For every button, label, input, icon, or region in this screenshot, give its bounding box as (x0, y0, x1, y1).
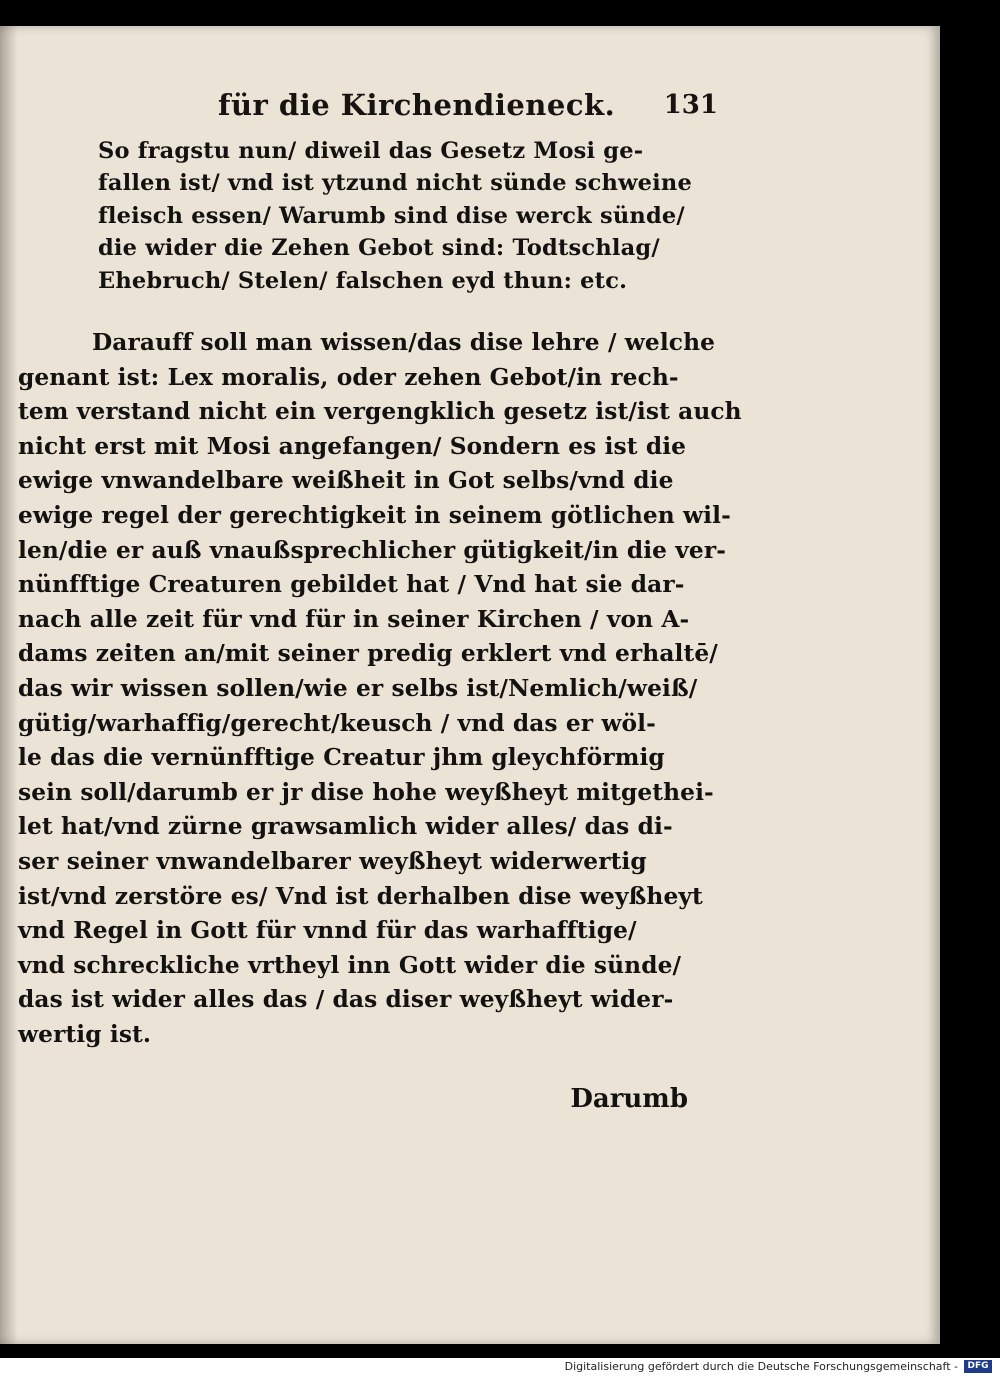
page-header (218, 88, 718, 128)
text-line: fleisch essen/ Warumb sind dise werck sünde/ (98, 202, 685, 229)
text-line: tem verstand nicht ein vergengklich gesetz ist/ist auch (18, 398, 742, 426)
footer-bar (0, 1358, 1000, 1376)
question-paragraph (98, 135, 692, 297)
catchword: Darumb (570, 1084, 688, 1114)
text-line: genant ist: Lex moralis, oder zehen Gebot/in rech- (18, 363, 679, 391)
text-line: ewige regel der gerechtigkeit in seinem götlichen wil- (18, 501, 731, 529)
text-line: ser seiner vnwandelbarer weyßheyt widerwertig (18, 847, 647, 875)
dfg-logo: DFG (964, 1360, 992, 1373)
text-line: nicht erst mit Mosi angefangen/ Sondern es ist die (18, 432, 687, 460)
text-line: le das die vernünfftige Creatur jhm gleychförmig (18, 744, 665, 772)
text-line: gütig/warhaffig/gerecht/keusch / vnd das er wöl- (18, 709, 656, 737)
text-line: So fragstu nun/ diweil das Gesetz Mosi ge- (98, 138, 644, 164)
page-number: 131 (663, 90, 718, 120)
text-line: das wir wissen sollen/wie er selbs ist/Nemlich/weiß/ (18, 674, 698, 702)
funding-credit: Digitalisierung gefördert durch die Deutsche Forschungsgemeinschaft - (564, 1360, 958, 1373)
text-line: nünfftige Creaturen gebildet hat / Vnd hat sie dar- (18, 571, 685, 599)
text-line: vnd Regel in Gott für vnnd für das warhafftige/ (18, 917, 637, 945)
text-line: let hat/vnd zürne grawsamlich wider alles/ das di- (18, 813, 673, 841)
text-line: wertig ist. (18, 1020, 152, 1048)
text-line: sein soll/darumb er jr dise hohe weyßheyt mitgethei- (18, 778, 714, 806)
answer-paragraph (18, 326, 742, 1052)
text-line: die wider die Zehen Gebot sind: Todtschlag/ (98, 235, 660, 262)
text-line: fallen ist/ vnd ist ytzund nicht sünde schweine (98, 170, 692, 197)
text-line: nach alle zeit für vnd für in seiner Kirchen / von A- (18, 605, 690, 633)
text-line: das ist wider alles das / das diser weyßheyt wider- (18, 986, 674, 1014)
text-line: ewige vnwandelbare weißheit in Got selbs/vnd die (18, 467, 674, 495)
text-line: dams zeiten an/mit seiner predig erklert vnd erhaltē/ (18, 640, 718, 668)
running-head: für die Kirchendieneck. (218, 88, 616, 122)
text-line: vnd schreckliche vrtheyl inn Gott wider die sünde/ (18, 951, 682, 979)
gutter-shadow (0, 26, 18, 1344)
text-line: ist/vnd zerstöre es/ Vnd ist derhalben dise weyßheyt (18, 882, 703, 910)
text-line: Darauff soll man wissen/das dise lehre / welche (92, 329, 716, 356)
text-line: len/die er auß vnaußsprechlicher gütigkeit/in die ver- (18, 536, 726, 564)
text-line: Ehebruch/ Stelen/ falschen eyd thun: etc. (98, 267, 628, 294)
